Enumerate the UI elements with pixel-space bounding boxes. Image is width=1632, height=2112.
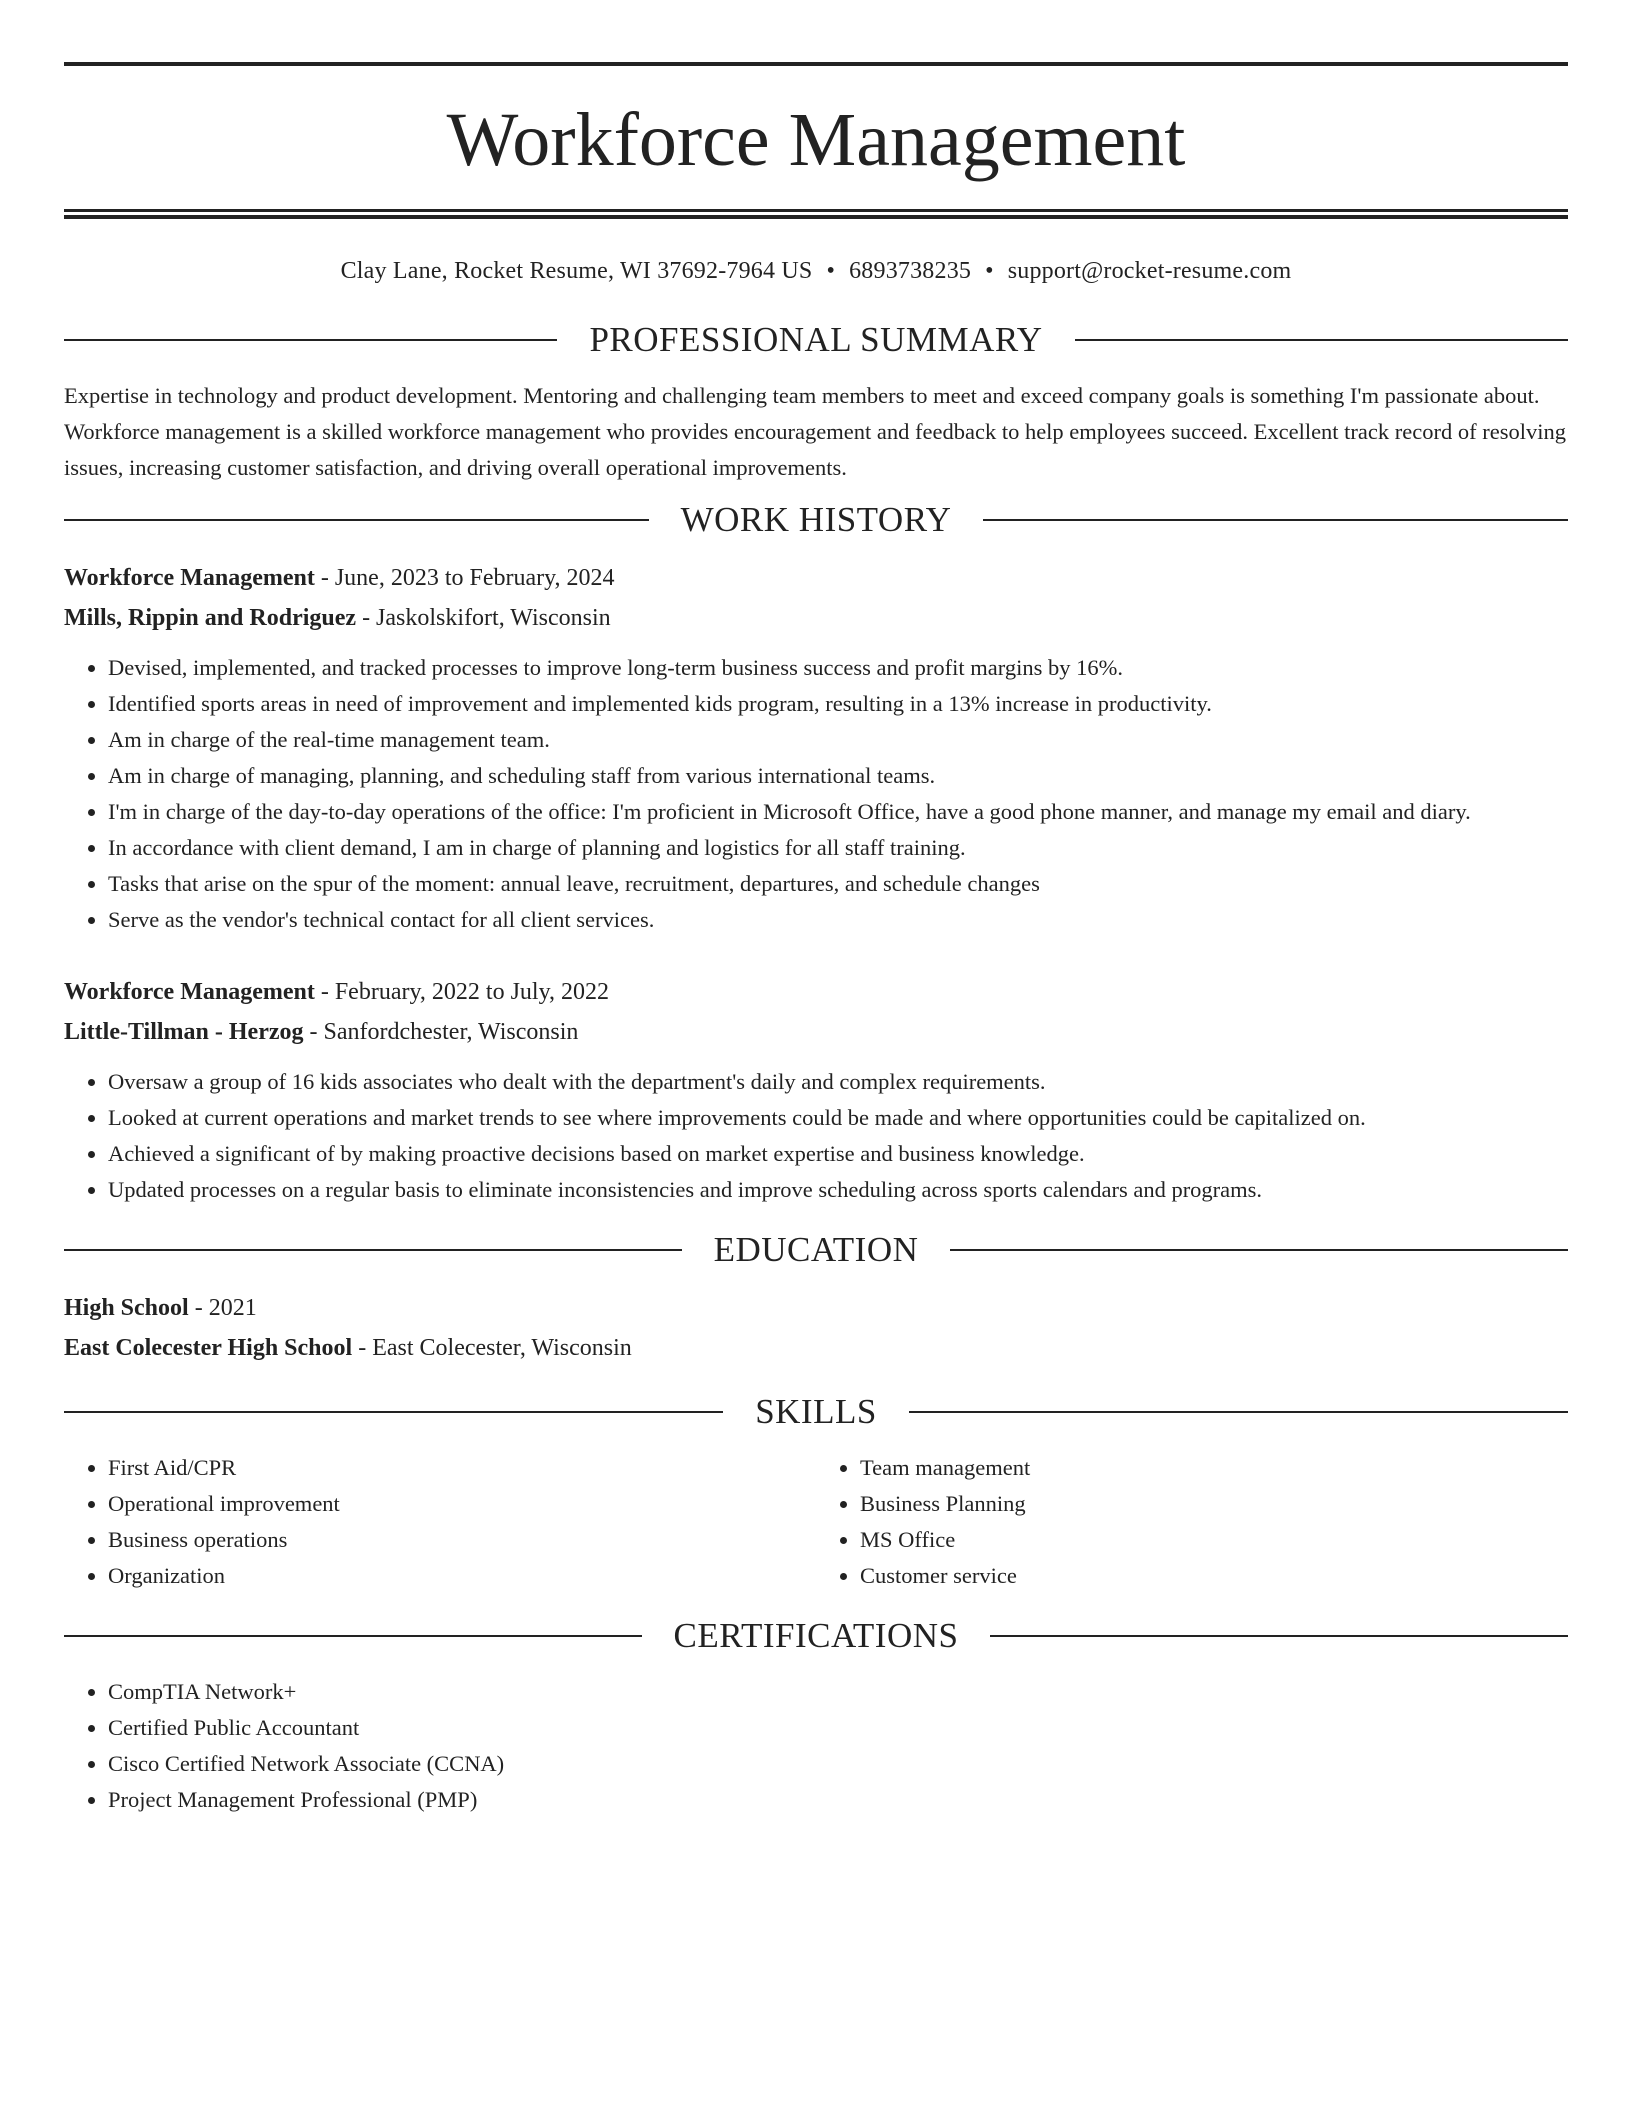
list-item: • Serve as the vendor's technical contact for all client services.	[108, 902, 1568, 938]
skills-column-left	[64, 1450, 816, 1594]
double-rule	[64, 209, 1568, 219]
heading-rule-right	[990, 1635, 1568, 1637]
list-item: • Am in charge of the real-time management team.	[108, 722, 1568, 758]
education-location: - East Colecester, Wisconsin	[352, 1335, 632, 1361]
education-degree-line	[64, 1288, 1568, 1328]
summary-heading	[64, 320, 1568, 360]
heading-rule-right	[950, 1249, 1568, 1251]
list-item: • Business Planning	[860, 1486, 1568, 1522]
summary-text: Expertise in technology and product development. Mentoring and challenging team members to meet and exceed company goals is something I'm passionate about. Workforce management is a skilled workforce management who provides encouragement and feedback to help employees succeed. Excellent track record of resolving issues, increasing customer satisfaction, and driving overall operational improvements.	[64, 383, 1566, 480]
education-heading	[64, 1230, 1568, 1270]
list-item: • Looked at current operations and market trends to see where improvements could be made and where opportunities could be capitalized on.	[108, 1100, 1568, 1136]
list-item: • Certified Public Accountant	[108, 1710, 1568, 1746]
job-entry	[64, 558, 1568, 938]
heading-rule-right	[909, 1411, 1568, 1413]
job-position: Workforce Management	[64, 565, 315, 591]
skills-list	[64, 1450, 816, 1594]
list-item: • Cisco Certified Network Associate (CCNA)	[108, 1746, 1568, 1782]
education-year: - 2021	[188, 1295, 257, 1321]
list-item: • CompTIA Network+	[108, 1674, 1568, 1710]
work-heading	[64, 500, 1568, 540]
list-item: • Achieved a significant of by making proactive decisions based on market expertise and business knowledge.	[108, 1136, 1568, 1172]
contact-address: Clay Lane, Rocket Resume, WI 37692-7964 US	[340, 258, 813, 284]
heading-rule-right	[983, 519, 1568, 521]
job-entry	[64, 972, 1568, 1208]
list-item: • Team management	[860, 1450, 1568, 1486]
list-item: • MS Office	[860, 1522, 1568, 1558]
contact-phone: 6893738235	[849, 258, 972, 284]
heading-rule-left	[64, 339, 557, 341]
heading-rule-left	[64, 1249, 682, 1251]
job-title-line	[64, 972, 1568, 1012]
education-degree: High School	[64, 1295, 189, 1321]
list-item: • Oversaw a group of 16 kids associates who dealt with the department's daily and complex requirements.	[108, 1064, 1568, 1100]
job-company-line	[64, 1012, 1568, 1052]
certifications-title: CERTIFICATIONS	[673, 1616, 959, 1655]
list-item: • I'm in charge of the day-to-day operations of the office: I'm proficient in Microsoft Office, have a good phone manner, and manage my email and diary.	[108, 794, 1568, 830]
education-school: East Colecester High School	[64, 1335, 353, 1361]
contact-line	[64, 256, 1568, 286]
job-location: - Jaskolskifort, Wisconsin	[356, 605, 611, 631]
certifications-heading	[64, 1616, 1568, 1656]
list-item: • Am in charge of managing, planning, and scheduling staff from various international teams.	[108, 758, 1568, 794]
certifications-list	[64, 1674, 1568, 1818]
contact-separator: •	[826, 258, 836, 284]
skills-heading	[64, 1392, 1568, 1432]
list-item: • In accordance with client demand, I am in charge of planning and logistics for all staff training.	[108, 830, 1568, 866]
heading-rule-left	[64, 1411, 723, 1413]
list-item: • Project Management Professional (PMP)	[108, 1782, 1568, 1818]
list-item: • Business operations	[108, 1522, 816, 1558]
list-item: • Updated processes on a regular basis to eliminate inconsistencies and improve scheduling across sports calendars and programs.	[108, 1172, 1568, 1208]
list-item: • Devised, implemented, and tracked processes to improve long-term business success and profit margins by 16%.	[108, 650, 1568, 686]
heading-rule-left	[64, 1635, 642, 1637]
heading-rule-left	[64, 519, 649, 521]
list-item: • Organization	[108, 1558, 816, 1594]
job-position: Workforce Management	[64, 979, 315, 1005]
contact-email: support@rocket-resume.com	[1007, 258, 1292, 284]
education-title: EDUCATION	[713, 1230, 919, 1269]
job-location: - Sanfordchester, Wisconsin	[303, 1019, 579, 1045]
list-item: • Customer service	[860, 1558, 1568, 1594]
summary-title: PROFESSIONAL SUMMARY	[589, 320, 1043, 359]
list-item: • Operational improvement	[108, 1486, 816, 1522]
contact-separator: •	[985, 258, 994, 284]
skills-grid	[64, 1450, 1568, 1594]
job-title-line	[64, 558, 1568, 598]
job-company: Mills, Rippin and Rodriguez	[64, 605, 357, 631]
skills-list	[816, 1450, 1568, 1594]
job-company: Little-Tillman - Herzog	[64, 1019, 304, 1045]
list-item: • Identified sports areas in need of improvement and implemented kids program, resulting in a 13% increase in productivity.	[108, 686, 1568, 722]
job-dates: - February, 2022 to July, 2022	[314, 979, 610, 1005]
candidate-name: Workforce Management	[446, 98, 1186, 182]
job-bullets	[64, 650, 1568, 938]
list-item: • Tasks that arise on the spur of the moment: annual leave, recruitment, departures, and schedule changes	[108, 866, 1568, 902]
work-title: WORK HISTORY	[680, 500, 952, 539]
job-company-line	[64, 598, 1568, 638]
education-school-line	[64, 1328, 1568, 1368]
skills-title: SKILLS	[755, 1392, 877, 1431]
heading-rule-right	[1075, 339, 1568, 341]
job-dates: - June, 2023 to February, 2024	[314, 565, 615, 591]
list-item: • First Aid/CPR	[108, 1450, 816, 1486]
skills-column-right	[816, 1450, 1568, 1594]
job-bullets	[64, 1064, 1568, 1208]
